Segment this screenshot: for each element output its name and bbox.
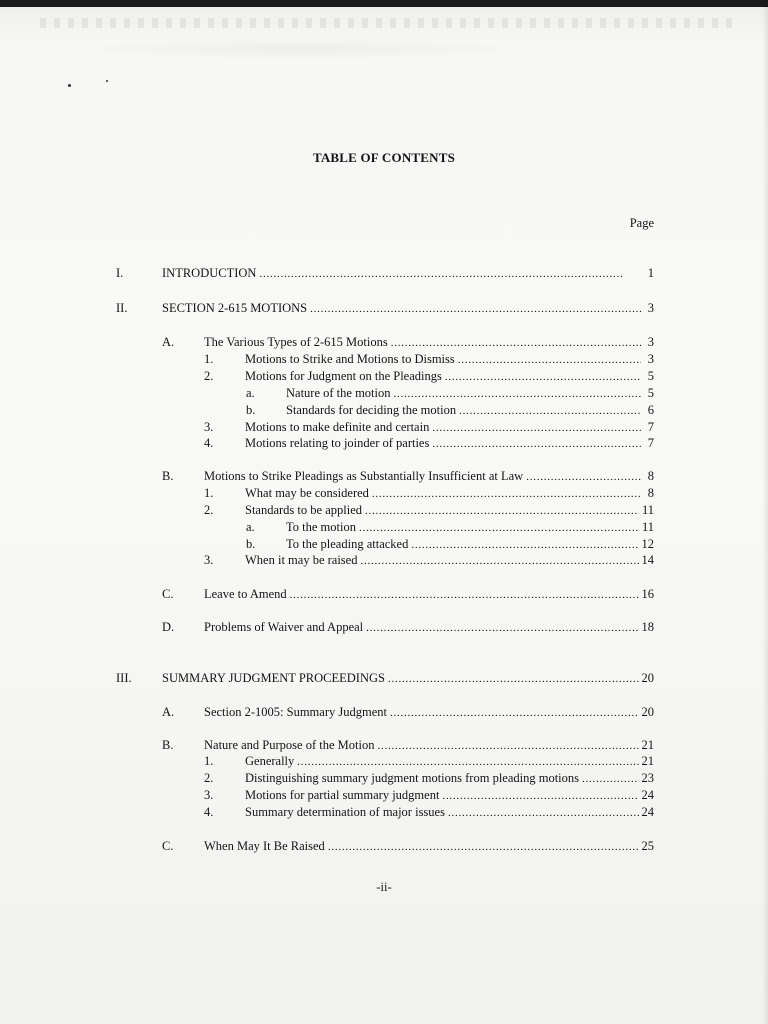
toc-entry-title: INTRODUCTION <box>162 266 257 280</box>
toc-entry-nature-purpose[interactable] <box>162 737 654 754</box>
toc-entry-page: 5 <box>647 369 654 383</box>
toc-entry-to-the-motion[interactable] <box>246 519 654 536</box>
toc-entry-title: SUMMARY JUDGMENT PROCEEDINGS <box>162 671 385 685</box>
toc-entry-definite-certain[interactable] <box>204 419 654 436</box>
toc-entry-page: 24 <box>641 805 654 819</box>
toc-entry-title: Problems of Waiver and Appeal <box>204 620 364 634</box>
toc-entry-standards-applied[interactable] <box>204 502 654 519</box>
toc-entry-page: 8 <box>647 486 654 500</box>
toc-entry-title: Nature and Purpose of the Motion <box>204 738 375 752</box>
toc-entry-page: 3 <box>647 352 654 366</box>
toc-entry-title: To the pleading attacked <box>286 537 409 551</box>
toc-entry-page: 6 <box>647 403 654 417</box>
toc-entry-number: A. <box>162 705 175 719</box>
toc-entry-page: 20 <box>641 671 654 685</box>
page-column-label: Page <box>629 216 654 230</box>
toc-entry-title: Motions to Strike and Motions to Dismiss <box>245 352 455 366</box>
toc-entry-page: 14 <box>641 553 654 567</box>
toc-entry-title: When May It Be Raised <box>204 839 325 853</box>
toc-entry-title: Motions relating to joinder of parties <box>245 436 430 450</box>
toc-entry-title: When it may be raised <box>245 553 358 567</box>
dot-leader <box>411 537 638 553</box>
dot-leader <box>391 335 641 351</box>
scan-speck <box>68 84 71 87</box>
dot-leader <box>259 266 641 282</box>
toc-entry-number: 3. <box>204 420 214 434</box>
toc-entry-summary-judgment-proceedings[interactable] <box>116 670 654 687</box>
toc-entry-page: 11 <box>641 520 654 534</box>
toc-entry-title: Nature of the motion <box>286 386 391 400</box>
toc-entry-standards-deciding[interactable] <box>246 402 654 419</box>
toc-entry-number: B. <box>162 469 174 483</box>
toc-entry-number: 2. <box>204 771 214 785</box>
dot-leader <box>582 771 638 787</box>
toc-entry-section-2-1005[interactable] <box>162 704 654 721</box>
toc-entry-pleading-attacked[interactable] <box>246 536 654 553</box>
scan-speck <box>106 80 108 82</box>
toc-entry-major-issues[interactable] <box>204 804 654 821</box>
toc-entry-page: 11 <box>641 503 654 517</box>
toc-entry-title: The Various Types of 2-615 Motions <box>204 335 388 349</box>
toc-entry-title: Section 2-1005: Summary Judgment <box>204 705 387 719</box>
dot-leader <box>290 587 639 603</box>
toc-entry-number: B. <box>162 738 174 752</box>
toc-entry-judgment-on-pleadings[interactable] <box>204 368 654 385</box>
toc-entry-number: A. <box>162 335 175 349</box>
dot-leader <box>297 754 638 770</box>
toc-entry-number: b. <box>246 537 256 551</box>
toc-entry-page: 24 <box>641 788 654 802</box>
dot-leader <box>526 469 641 485</box>
toc-entry-number: I. <box>116 266 124 280</box>
toc-entry-number: 4. <box>204 436 214 450</box>
toc-entry-page: 3 <box>647 301 654 315</box>
dot-leader <box>328 839 639 855</box>
toc-entry-title: Motions for partial summary judgment <box>245 788 440 802</box>
scan-top-edge <box>0 0 768 7</box>
dot-leader <box>459 403 641 419</box>
toc-entry-title: Standards to be applied <box>245 503 362 517</box>
scan-shadow <box>60 38 540 60</box>
dot-leader <box>442 788 638 804</box>
dot-leader <box>359 520 639 536</box>
dot-leader <box>360 553 638 569</box>
toc-entry-page: 21 <box>641 754 654 768</box>
toc-entry-title: To the motion <box>286 520 356 534</box>
toc-entry-number: 1. <box>204 486 214 500</box>
dot-leader <box>366 620 638 636</box>
toc-entry-number: a. <box>246 520 255 534</box>
toc-entry-number: b. <box>246 403 256 417</box>
toc-entry-page: 21 <box>641 738 654 752</box>
page-title: TABLE OF CONTENTS <box>312 150 456 165</box>
toc-entry-joinder-of-parties[interactable] <box>204 435 654 452</box>
toc-entry-page: 7 <box>647 420 654 434</box>
toc-entry-generally[interactable] <box>204 753 654 770</box>
toc-entry-distinguishing[interactable] <box>204 770 654 787</box>
toc-entry-number: 4. <box>204 805 214 819</box>
toc-entry-various-types[interactable] <box>162 334 654 351</box>
toc-entry-nature-of-motion[interactable] <box>246 385 654 402</box>
toc-entry-page: 12 <box>641 537 654 551</box>
dot-leader <box>372 486 641 502</box>
toc-entry-page: 3 <box>647 335 654 349</box>
toc-entry-title: What may be considered <box>245 486 369 500</box>
dot-leader <box>432 420 641 436</box>
dot-leader <box>390 705 639 721</box>
toc-entry-number: 1. <box>204 754 214 768</box>
toc-entry-number: 2. <box>204 369 214 383</box>
page-number-footer: -ii- <box>376 880 392 894</box>
toc-entry-title: Summary determination of major issues <box>245 805 445 819</box>
dot-leader <box>377 738 638 754</box>
toc-entry-page: 8 <box>647 469 654 483</box>
toc-entry-number: III. <box>116 671 132 685</box>
toc-entry-title: Distinguishing summary judgment motions from pleading motions <box>245 771 580 785</box>
dot-leader <box>388 671 639 687</box>
toc-entry-number: 1. <box>204 352 214 366</box>
toc-entry-page: 23 <box>641 771 654 785</box>
toc-entry-title: Motions to make definite and certain <box>245 420 430 434</box>
toc-entry-page: 25 <box>641 839 654 853</box>
toc-entry-title: Standards for deciding the motion <box>286 403 457 417</box>
toc-entry-leave-to-amend[interactable] <box>162 586 654 603</box>
toc-entry-what-may-be-considered[interactable] <box>204 485 654 502</box>
toc-entry-page: 5 <box>647 386 654 400</box>
dot-leader <box>445 369 641 385</box>
toc-entry-number: 3. <box>204 788 214 802</box>
toc-entry-number: C. <box>162 839 174 853</box>
toc-entry-title: Generally <box>245 754 295 768</box>
toc-entry-waiver-appeal[interactable] <box>162 619 654 636</box>
dot-leader <box>432 436 641 452</box>
toc-entry-page: 16 <box>641 587 654 601</box>
toc-entry-number: 3. <box>204 553 214 567</box>
toc-entry-section-2-615[interactable] <box>116 300 654 317</box>
dot-leader <box>310 301 641 317</box>
toc-entry-substantially-insufficient[interactable] <box>162 468 654 485</box>
toc-entry-title: SECTION 2-615 MOTIONS <box>162 301 308 315</box>
scan-bleed-through <box>40 18 740 28</box>
toc-entry-number: 2. <box>204 503 214 517</box>
toc-entry-title: Motions to Strike Pleadings as Substantially Insufficient at Law <box>204 469 524 483</box>
toc-entry-title: Motions for Judgment on the Pleadings <box>245 369 442 383</box>
dot-leader <box>365 503 639 519</box>
dot-leader <box>448 805 639 821</box>
toc-entry-number: D. <box>162 620 175 634</box>
toc-entry-when-may-it-be-raised[interactable] <box>162 838 654 855</box>
toc-entry-introduction[interactable] <box>116 265 654 282</box>
toc-entry-number: II. <box>116 301 128 315</box>
dot-leader <box>458 352 641 368</box>
toc-entry-page: 18 <box>641 620 654 634</box>
toc-entry-partial-summary[interactable] <box>204 787 654 804</box>
toc-entry-page: 1 <box>647 266 654 280</box>
toc-entry-number: C. <box>162 587 174 601</box>
toc-entry-title: Leave to Amend <box>204 587 287 601</box>
toc-entry-page: 20 <box>641 705 654 719</box>
toc-entry-when-raised[interactable] <box>204 552 654 569</box>
toc-entry-page: 7 <box>647 436 654 450</box>
toc-entry-number: a. <box>246 386 255 400</box>
toc-entry-motions-to-strike-dismiss[interactable] <box>204 351 654 368</box>
dot-leader <box>394 386 642 402</box>
